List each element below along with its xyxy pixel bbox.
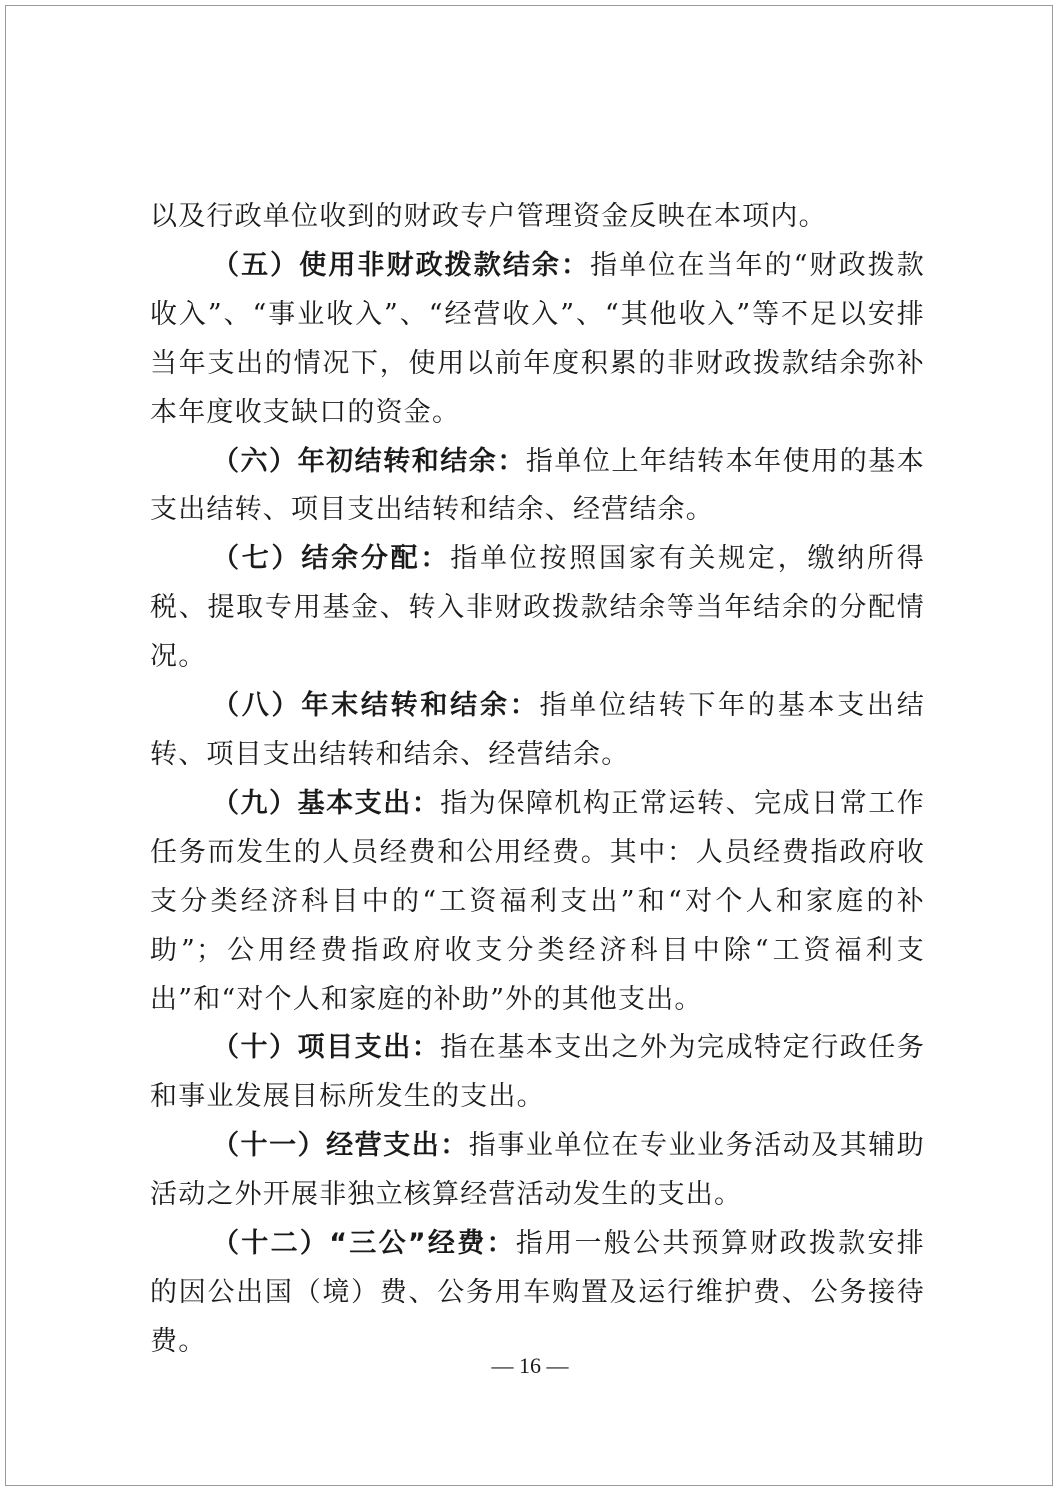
paragraph-heading: （十一）经营支出： [212,1130,469,1162]
page-number: — 16 — [491,1353,569,1378]
paragraph-heading: （五）使用非财政拨款结余： [212,249,591,281]
paragraph-heading: （八）年末结转和结余： [212,690,540,722]
paragraph-text: 指单位结转下年的基本支出结转、项目支出结转和结余、经营结余。 [150,690,925,770]
paragraph-text: 指用一般公共预算财政拨款安排的因公出国（境）费、公务用车购置及运行维护费、公务接待费。 [150,1228,925,1357]
paragraph-heading: （十二）“三公”经费： [212,1228,516,1260]
paragraph-6 [150,438,925,536]
paragraph-heading: （六）年初结转和结余： [212,445,526,477]
paragraph-12 [150,1220,925,1367]
paragraph-text: 指单位按照国家有关规定，缴纳所得税、提取专用基金、转入非财政拨款结余等当年结余的分配情况。 [150,543,925,673]
paragraph-text: 指单位上年结转本年使用的基本支出结转、项目支出结转和结余、经营结余。 [150,445,925,526]
paragraph-text: 指单位在当年的“财政拨款收入”、“事业收入”、“经营收入”、“其他收入”等不足以安排当年支出的情况下，使用以前年度积累的非财政拨款结余弥补本年度收支缺口的资金。 [150,249,925,428]
paragraph-text: 指在基本支出之外为完成特定行政任务和事业发展目标所发生的支出。 [150,1032,925,1113]
intro-paragraph: 以及行政单位收到的财政专户管理资金反映在本项内。 [150,201,827,232]
paragraph-7 [150,535,925,682]
paragraph-9 [150,780,925,1025]
paragraph-10 [150,1024,925,1122]
paragraph-text: 指为保障机构正常运转、完成日常工作任务而发生的人员经费和公用经费。其中：人员经费指政府收支分类经济科目中的“工资福利支出”和“对个人和家庭的补助”；公用经费指政府收支分类经济科目中除“工资福利支出”和“对个人和家庭的补助”外的其他支出。 [150,787,925,1015]
paragraph-heading: （七）结余分配： [212,543,451,575]
paragraph-heading: （十）项目支出： [212,1032,441,1064]
paragraph-heading: （九）基本支出： [212,787,441,819]
paragraph-11 [150,1122,925,1220]
paragraph-8 [150,682,925,780]
document-body [150,193,925,1367]
paragraph-5 [150,242,925,438]
paragraph-text: 指事业单位在专业业务活动及其辅助活动之外开展非独立核算经营活动发生的支出。 [150,1130,925,1211]
